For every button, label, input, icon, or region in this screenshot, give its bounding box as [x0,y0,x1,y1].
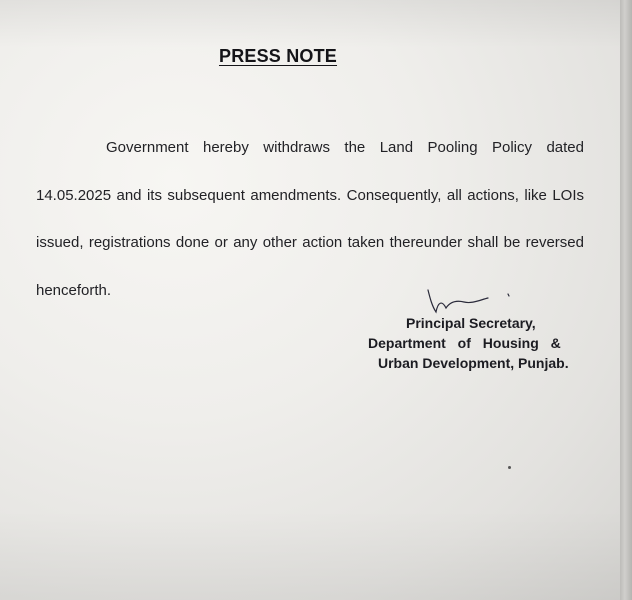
press-note-body: Government hereby withdraws the Land Pooling Policy dated 14.05.2025 and its subsequent amendments. Consequently, all actions, like LOIs issued, registrations done or any other action taken thereunder shall be reversed henceforth. [36,139,584,299]
press-note-title: PRESS NOTE [218,46,338,66]
paper-edge [620,0,632,600]
signatory-department-cont: Urban Development, Punjab. [378,355,569,371]
signatory-department: Department of Housing & [368,335,561,351]
signatory-designation: Principal Secretary, [406,315,536,331]
signature-block [364,313,600,373]
paper-speck [508,466,511,469]
